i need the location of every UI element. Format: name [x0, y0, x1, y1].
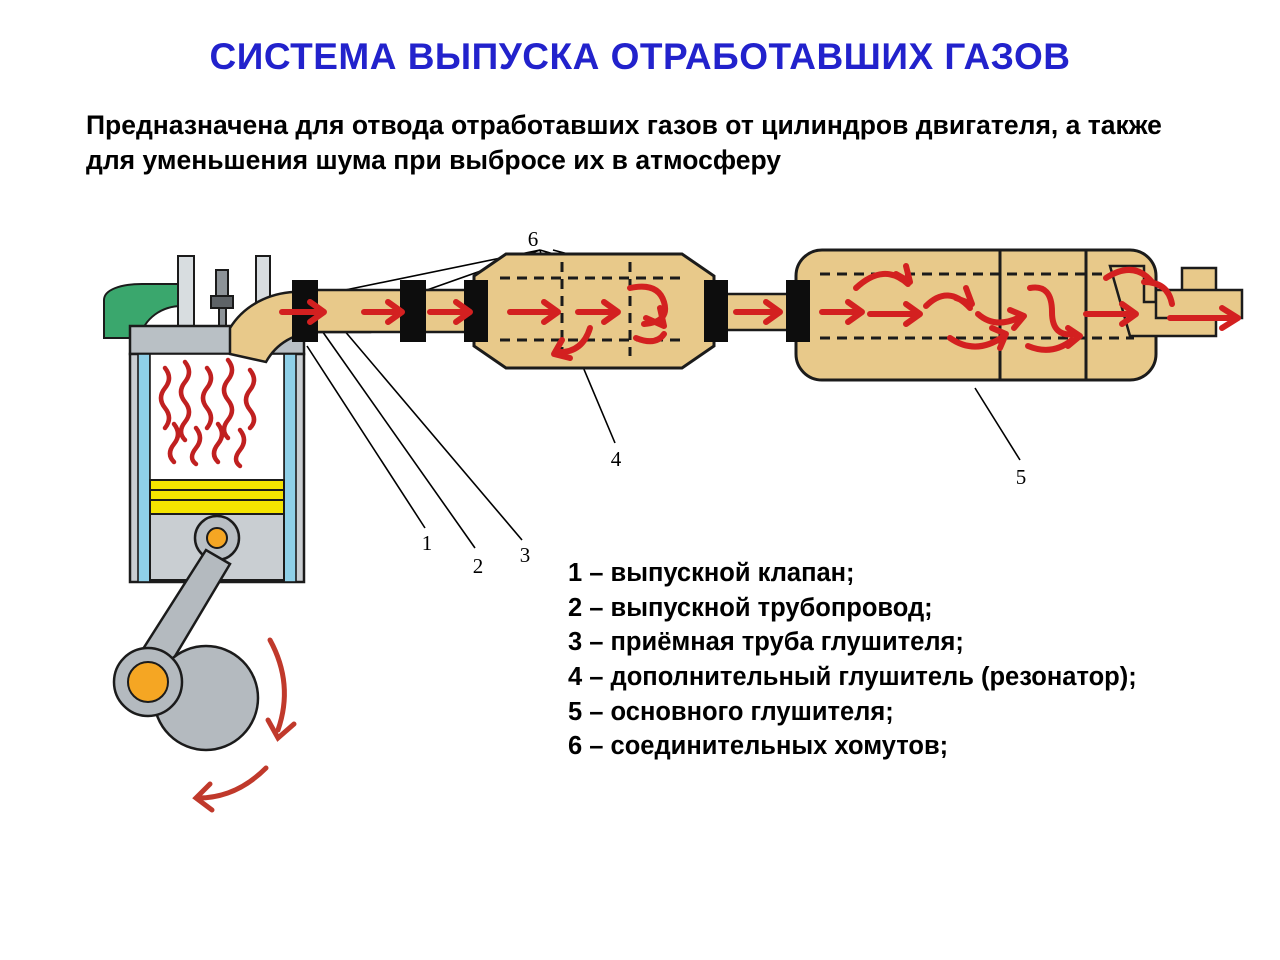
crank-journal [128, 662, 168, 702]
callout-4-label: 4 [610, 447, 622, 471]
legend-item-1: 1 – выпускной клапан; [568, 559, 855, 587]
legend-item-4: 4 – дополнительный глушитель (резонатор); [568, 663, 1137, 692]
page-title: СИСТЕМА ВЫПУСКА ОТРАБОТАВШИХ ГАЗОВ [209, 36, 1071, 77]
spark-plug-icon [211, 270, 233, 330]
callout-3-label: 3 [519, 543, 531, 567]
legend-item-3: 3 – приёмная труба глушителя; [568, 628, 964, 657]
wrist-pin-bore [207, 528, 227, 548]
clamp-5 [786, 280, 810, 342]
intro-paragraph: Предназначена для отвода отработавших газов от цилиндров двигателя, а также для уменьшения шума при выбросе их в атмосферу [86, 110, 1162, 176]
callout-6-label: 6 [527, 228, 539, 251]
legend-item-6: 6 – соединительных хомутов; [568, 732, 949, 761]
legend-item-2: 2 – выпускной трубопровод; [568, 593, 933, 622]
coolant-jacket-right [284, 354, 296, 582]
legend-list [568, 556, 1208, 764]
callout-1-label: 1 [421, 531, 433, 555]
intake-valve-stem [178, 256, 194, 328]
legend-item-5: 5 – основного глушителя; [568, 697, 894, 726]
callout-2-label: 2 [472, 554, 484, 578]
clamp-4 [704, 280, 728, 342]
piston-crown [150, 480, 284, 514]
callout-5-label: 5 [1015, 465, 1027, 489]
coolant-jacket-left [138, 354, 150, 582]
